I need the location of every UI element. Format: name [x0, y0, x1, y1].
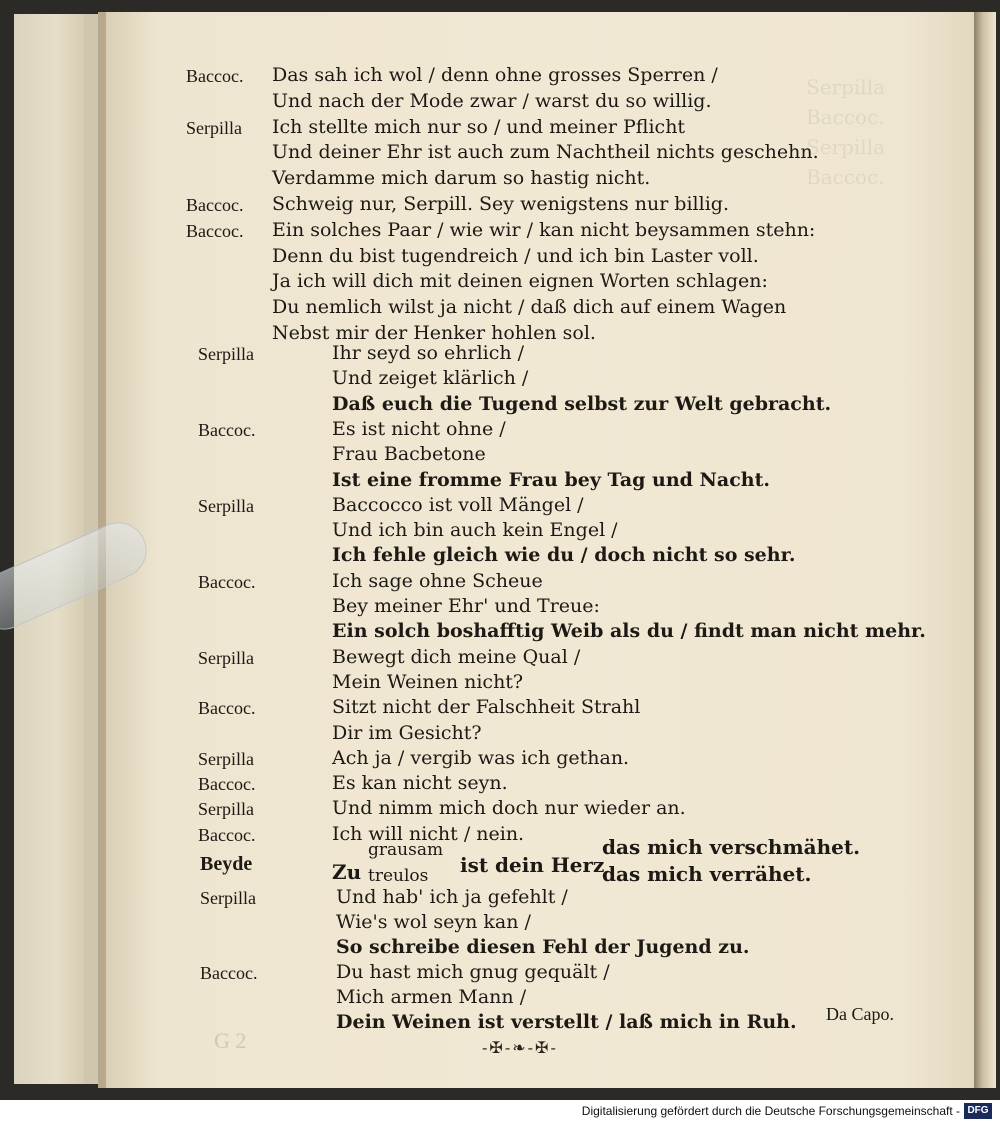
beyde-end-2: das mich verrähet. — [602, 862, 812, 886]
faint-page-mark: G 2 — [214, 1028, 247, 1053]
speaker-label: Serpilla — [198, 344, 254, 364]
verse-line: Nebst mir der Henker hohlen sol. — [272, 322, 596, 344]
speaker-label: Serpilla — [198, 495, 254, 516]
verse-line: Ja ich will dich mit deinen eignen Worten schlagen: — [272, 270, 768, 293]
verse-line: Und zeiget klärlich / — [332, 367, 529, 390]
speaker-label: Baccoc. — [186, 66, 244, 86]
verse-line: Du nemlich wilst ja nicht / daß dich auf einem Wagen — [272, 296, 787, 319]
verse-line: Das sah ich wol / denn ohne grosses Sperren / — [272, 64, 718, 86]
verse-line: Ich fehle gleich wie du / doch nicht so sehr. — [332, 544, 796, 567]
verse-line: Mein Weinen nicht? — [332, 670, 524, 693]
verse-line: Ich sage ohne Scheue — [332, 569, 543, 592]
verse-line: Ich will nicht / nein. — [332, 822, 525, 845]
verse-line: Ach ja / vergib was ich gethan. — [332, 746, 630, 769]
verse-line: Du hast mich gnug gequält / — [336, 961, 610, 983]
footer-bar — [0, 1100, 1000, 1124]
speaker-label: Baccoc. — [198, 419, 256, 440]
verse-line: Ihr seyd so ehrlich / — [332, 342, 525, 364]
verse-line: Und deiner Ehr ist auch zum Nachtheil nichts geschehn. — [272, 141, 819, 164]
speaker-label: Baccoc. — [198, 824, 256, 845]
verse-line: Und ich bin auch kein Engel / — [332, 519, 618, 542]
verse-line: Bey meiner Ehr' und Treue: — [332, 595, 600, 617]
beyde-zu: Zu — [332, 860, 362, 884]
verse-line: Und nach der Mode zwar / warst du so willig. — [272, 89, 712, 112]
verse-line: Denn du bist tugendreich / und ich bin Laster voll. — [272, 244, 759, 267]
verse-line: Mich armen Mann / — [336, 986, 527, 1008]
verse-line: Und hab' ich ja gefehlt / — [336, 886, 568, 908]
dfg-logo: DFG — [964, 1103, 992, 1119]
verse-line: Frau Bacbetone — [332, 443, 486, 466]
speaker-label: Serpilla — [198, 647, 254, 668]
speaker-label: Baccoc. — [186, 220, 244, 241]
verse-line: Wie's wol seyn kan / — [336, 911, 531, 933]
bleed-through: Serpilla Baccoc. Serpilla Baccoc. — [806, 75, 886, 189]
verse-line: Bewegt dich meine Qual / — [332, 645, 581, 668]
da-capo: Da Capo. — [826, 1004, 894, 1024]
verse-line: Verdamme mich darum so hastig nicht. — [272, 167, 651, 190]
speaker-label: Baccoc. — [200, 963, 258, 983]
speaker-label: Baccoc. — [198, 774, 256, 795]
ornament-divider: -✠-❧-✠- — [482, 1038, 558, 1057]
speaker-label: Baccoc. — [198, 571, 256, 592]
verse-line: Ein solches Paar / wie wir / kan nicht beysammen stehn: — [272, 218, 816, 241]
beyde-end-1: das mich verschmähet. — [602, 835, 861, 859]
verse-line: Schweig nur, Serpill. Sey wenigstens nur billig. — [272, 193, 729, 215]
verse-line: Ist eine fromme Frau bey Tag und Nacht. — [332, 468, 771, 491]
beyde-treulos: treulos — [368, 866, 429, 886]
verse-line: Und nimm mich doch nur wieder an. — [332, 797, 686, 820]
verse-line: Ich stellte mich nur so / und meiner Pflicht — [272, 115, 686, 138]
speaker-label: Serpilla — [198, 799, 254, 820]
verse-line: Es kan nicht seyn. — [332, 772, 508, 795]
beyde-grausam: grausam — [368, 840, 444, 860]
footer-credit: Digitalisierung gefördert durch die Deutsche Forschungsgemeinschaft - — [581, 1104, 960, 1118]
verse-line: Sitzt nicht der Falschheit Strahl — [332, 696, 641, 719]
verse-line: Ein solch boshafftig Weib als du / findt man nicht mehr. — [332, 620, 926, 643]
verse-line: So schreibe diesen Fehl der Jugend zu. — [336, 936, 750, 958]
verse-line: Dein Weinen ist verstellt / laß mich in Ruh. — [336, 1011, 797, 1033]
speaker-label: Serpilla — [198, 748, 254, 769]
verse-line: Baccocco ist voll Mängel / — [332, 493, 584, 516]
verse-line: Daß euch die Tugend selbst zur Welt gebracht. — [332, 392, 832, 415]
speaker-beyde: Beyde — [200, 853, 253, 875]
speaker-label: Serpilla — [186, 117, 242, 138]
speaker-label: Baccoc. — [186, 195, 244, 215]
speaker-label: Baccoc. — [198, 698, 256, 719]
book-right-edge — [974, 12, 996, 1088]
verse-line: Es ist nicht ohne / — [332, 417, 506, 440]
speaker-label: Serpilla — [200, 888, 256, 908]
verse-line: Dir im Gesicht? — [332, 721, 482, 744]
beyde-middle: ist dein Herz — [460, 853, 605, 877]
